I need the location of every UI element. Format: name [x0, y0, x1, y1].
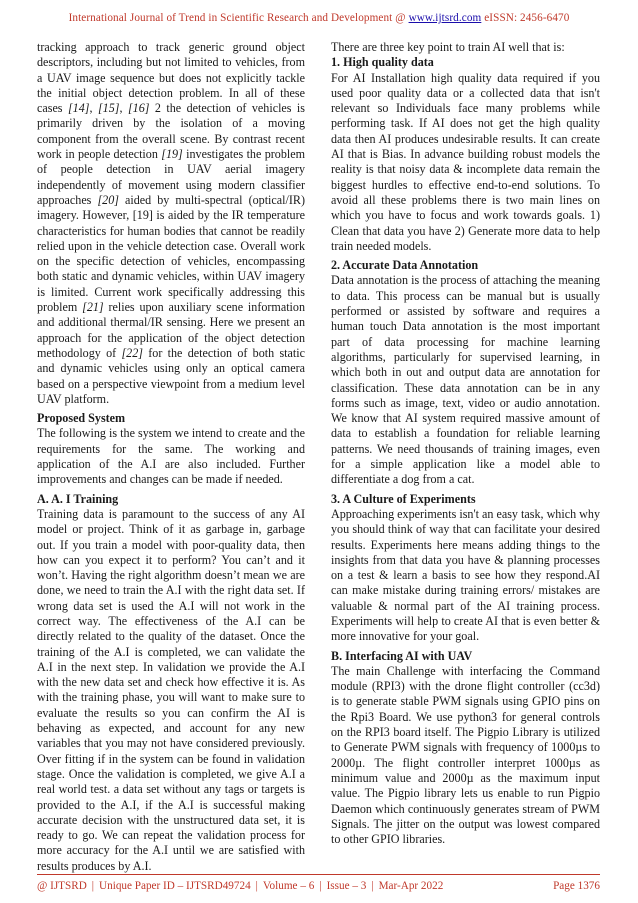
issn-text: eISSN: 2456-6470 — [481, 12, 570, 24]
footer-ijtsrd: @ IJTSRD — [37, 880, 87, 892]
heading-data-annotation: 2. Accurate Data Annotation — [331, 258, 479, 273]
paragraph-data-annotation: Data annotation is the process of attaching the meaning to data. This process can be manual but is usually performed or assisted by software and requires a human touch Data annotation is the most important part of data processing for machine learning algorithms, particularly for supervised learning, in which both in out and output data are annotation for classification. These data annotation can be in any forms such as image, text, video or audio annotation. We know that AI system required massive amount of data to establish a foundation for reliable learning patterns. We need thousands of training images, even for a simple application like a model able to differentiate a dog from a cat. — [331, 273, 600, 487]
footer-date: Mar-Apr 2022 — [378, 880, 444, 892]
running-footer — [37, 880, 600, 892]
paragraph-ai-training: Training data is paramount to the success of any AI model or project. Think of it as garbage in, garbage out. If you train a model with poor-quality data, then how can you expect it to perform? You can’t and it won’t. Having the right algorithm doesn’t mean we are done, we need to train the A.I with the right data set. If wrong data set is used the A.I will not work in the correct way. The effectiveness of the A.I can be directly related to the quality of the dataset. Once the training of the A.I is completed, we can validate the A.I in the next step. In validation we provide the A.I with the new data set and check how effective it is. As with the training phase, you will want to make sure to evaluate the results so you can confirm the AI is behaving as expected, and account for any new variables that you may not have considered previously. Over fitting if in the system can be found in validation stage. Once the validation is completed, we give A.I a real world test. a data set without any tags or targets is provided to the A.I, if the A.I is successful making accurate decision with the unstructured data set, it is ready to go. We can repeat the validation process for more accuracy for the A.I until we are satisfied with results produces by A.I. — [37, 506, 305, 873]
citation-14: [14] — [67, 101, 90, 116]
footer-separator: | — [91, 880, 95, 892]
heading-ai-training: A. A. I Training — [37, 491, 119, 506]
paragraph-key-points-intro: There are three key point to train AI well that is: — [331, 40, 565, 54]
paragraph-interfacing-ai-uav: The main Challenge with interfacing the Command module (RPI3) with the drone flight controller (cc3d) is to generate stable PWM signals using GPIO pins on the Rpi3 Board. We use python3 for general controls on the RPI3 board itself. The Pigpio Library is utilized to Generate PWM signals with frequency of 1000µs to 2000µ. The flight controller interpret 1000µs as minimum value and 2000µ as the maximum input value. The Pigpio library lets us enable to run Pigpio Daemon which continuously generates stream of PWM Signals. The jitter on the output was lowest compared to other GPIO libraries. — [331, 663, 600, 847]
footer-volume: Volume – 6 — [262, 880, 315, 892]
footer-divider — [37, 874, 600, 875]
footer-page-number: Page 1376 — [553, 880, 600, 892]
paragraph-related-work: tracking approach to track generic ground object descriptors, including but not limited to vehicles, from a UAV image sequence but does not explicitly tackle the initial object detection problem. In all of these cases [14], [15], [16] 2 the detection of vehicles is primarily driven by the isolation of a moving component from the overall scene. By contrast recent work in people detection [19] investigates the problem of people detection in UAV aerial imagery independently of movement using modern classifier approaches [20] aided by multi-spectral (optical/IR) imagery. However, [19] is aided by the IR temperature characteristics for human bodies that cannot be readily relied upon in the vehicle detection case. Overall work on the specific detection of vehicles, encompassing both static and dynamic vehicles, within UAV imagery is limited. Current work specifically addressing this problem [21] relies upon auxiliary scene information and additional thermal/IR sensing. Here we present an approach for the application of the object detection methodology of [22] for the detection of both static and dynamic vehicles using only an optical camera based on a perspective viewpoint from a medium level UAV platform. — [37, 40, 306, 406]
left-column — [37, 40, 306, 873]
journal-title: International Journal of Trend in Scientific Research and Development @ — [68, 12, 409, 24]
heading-proposed-system: Proposed System — [37, 411, 126, 426]
footer-separator: | — [319, 880, 322, 892]
citation-21: [21] — [82, 300, 104, 315]
heading-culture-of-experiments: 3. A Culture of Experiments — [331, 491, 476, 506]
right-column — [331, 40, 600, 860]
footer-paper-id: Unique Paper ID – IJTSRD49724 — [99, 880, 251, 892]
running-header — [0, 12, 638, 24]
footer-separator: | — [255, 880, 258, 892]
heading-high-quality-data: 1. High quality data — [331, 55, 434, 70]
citation-20: [20] — [97, 192, 119, 207]
paragraph-high-quality-data: For AI Installation high quality data required if you used poor quality data or a collected data that isn't relevant so Individuals face many problems while performing task. If AI does not get the high quality data then AI produces undesirable results. It can create AI that is Bias. In advance building robust models the reality is that noisy data & incomplete data remain the biggest hurdles to effective end-to-end solutions. To avoid all these problems there is two main lines on which you have to focus and work towards goals. 1) Clean that data you have 2) Generate more data to help train needed models. — [331, 70, 600, 253]
heading-interfacing-ai-uav: B. Interfacing AI with UAV — [331, 648, 473, 663]
citation-15: [15] — [97, 101, 120, 116]
paragraph-proposed-system: The following is the system we intend to create and the requirements for the same. The working and application of the A.I are also included. Further improvements and changes can be made if needed. — [37, 426, 305, 487]
paragraph-culture-of-experiments: Approaching experiments isn't an easy task, which why you should think of way that can facilitate your desired results. Experiments here means adding things to the insights from that data you have & planning processes on a test & learn a basis to see how they respond.AI can make mistake during training errors/ mistakes are valuable & normal part of the AI training process. Experiments will help to create AI that is even better & more innovative for your goal. — [331, 506, 600, 644]
citation-19: [19] — [161, 147, 183, 162]
footer-separator: | — [371, 880, 374, 892]
citation-16: [16] — [127, 101, 150, 116]
citation-22: [22] — [121, 345, 143, 360]
journal-url-link[interactable]: www.ijtsrd.com — [408, 12, 482, 24]
footer-issue: Issue – 3 — [326, 880, 367, 892]
